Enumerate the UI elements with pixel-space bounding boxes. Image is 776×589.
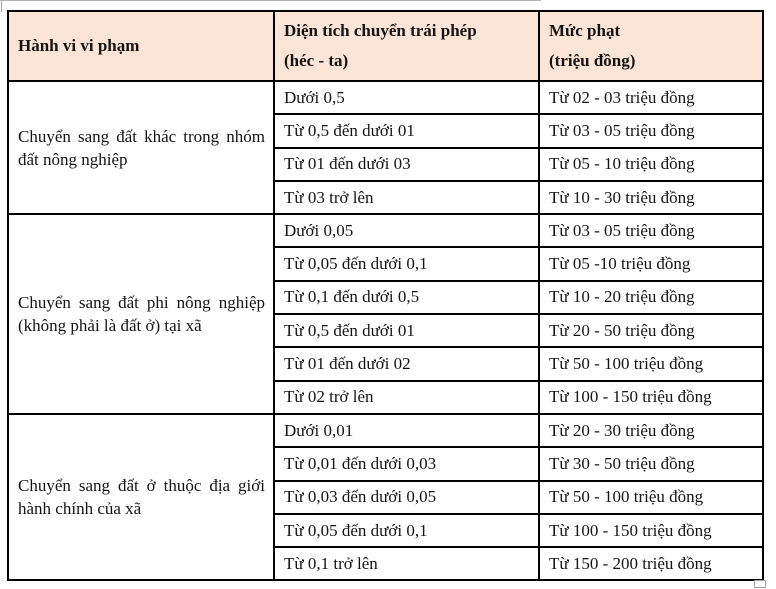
- header-cell-behavior: [8, 11, 274, 81]
- fine-cell: Từ 20 - 30 triệu đồng: [539, 414, 763, 447]
- header-cell-fine: [539, 11, 763, 81]
- behavior-cell: Chuyển sang đất ở thuộc địa giới hành chính của xã: [8, 414, 274, 580]
- area-cell: Từ 03 trở lên: [274, 181, 539, 214]
- fine-cell: Từ 03 - 05 triệu đồng: [539, 114, 763, 147]
- area-cell: Dưới 0,05: [274, 214, 539, 247]
- fine-cell: Từ 30 - 50 triệu đồng: [539, 447, 763, 480]
- area-cell: Từ 0,01 đến dưới 0,03: [274, 447, 539, 480]
- area-cell: Dưới 0,01: [274, 414, 539, 447]
- fine-cell: Từ 100 - 150 triệu đồng: [539, 514, 763, 547]
- penalty-table: [7, 10, 764, 581]
- fine-cell: Từ 10 - 20 triệu đồng: [539, 281, 763, 314]
- area-cell: Từ 0,5 đến dưới 01: [274, 114, 539, 147]
- area-cell: Từ 0,5 đến dưới 01: [274, 314, 539, 347]
- area-cell: Từ 01 đến dưới 02: [274, 347, 539, 380]
- area-cell: Dưới 0,5: [274, 81, 539, 114]
- fine-cell: Từ 05 - 10 triệu đồng: [539, 148, 763, 181]
- behavior-cell: Chuyển sang đất phi nông nghiệp (không phải là đất ở) tại xã: [8, 214, 274, 414]
- behavior-cell: Chuyển sang đất khác trong nhóm đất nông nghiệp: [8, 81, 274, 214]
- area-cell: Từ 0,03 đến dưới 0,05: [274, 481, 539, 514]
- header-label-line: Diện tích chuyển trái phép: [284, 21, 477, 40]
- header-cell-area: [274, 11, 539, 81]
- header-label-line: (triệu đồng): [549, 51, 636, 70]
- header-row: [8, 11, 763, 81]
- header-label-line: Mức phạt: [549, 21, 621, 40]
- table-row: [8, 414, 763, 447]
- area-cell: Từ 01 đến dưới 03: [274, 148, 539, 181]
- area-cell: Từ 0,1 trở lên: [274, 547, 539, 580]
- window-edge-artifact-horizontal: [0, 0, 541, 1]
- area-cell: Từ 02 trở lên: [274, 381, 539, 414]
- area-cell: Từ 0,1 đến dưới 0,5: [274, 281, 539, 314]
- fine-cell: Từ 50 - 100 triệu đồng: [539, 481, 763, 514]
- fine-cell: Từ 02 - 03 triệu đồng: [539, 81, 763, 114]
- table-resize-handle[interactable]: [754, 580, 766, 588]
- fine-cell: Từ 20 - 50 triệu đồng: [539, 314, 763, 347]
- table-body: [8, 81, 763, 580]
- fine-cell: Từ 100 - 150 triệu đồng: [539, 381, 763, 414]
- table-header: [8, 11, 763, 81]
- area-cell: Từ 0,05 đến dưới 0,1: [274, 514, 539, 547]
- fine-cell: Từ 05 -10 triệu đồng: [539, 247, 763, 280]
- window-edge-artifact-vertical: [1, 0, 2, 12]
- header-label-line: (héc - ta): [284, 51, 349, 70]
- fine-cell: Từ 50 - 100 triệu đồng: [539, 347, 763, 380]
- fine-cell: Từ 03 - 05 triệu đồng: [539, 214, 763, 247]
- fine-cell: Từ 10 - 30 triệu đồng: [539, 181, 763, 214]
- fine-cell: Từ 150 - 200 triệu đồng: [539, 547, 763, 580]
- table-row: [8, 214, 763, 247]
- area-cell: Từ 0,05 đến dưới 0,1: [274, 247, 539, 280]
- header-label-line: Hành vi vi phạm: [18, 36, 140, 55]
- table-row: [8, 81, 763, 114]
